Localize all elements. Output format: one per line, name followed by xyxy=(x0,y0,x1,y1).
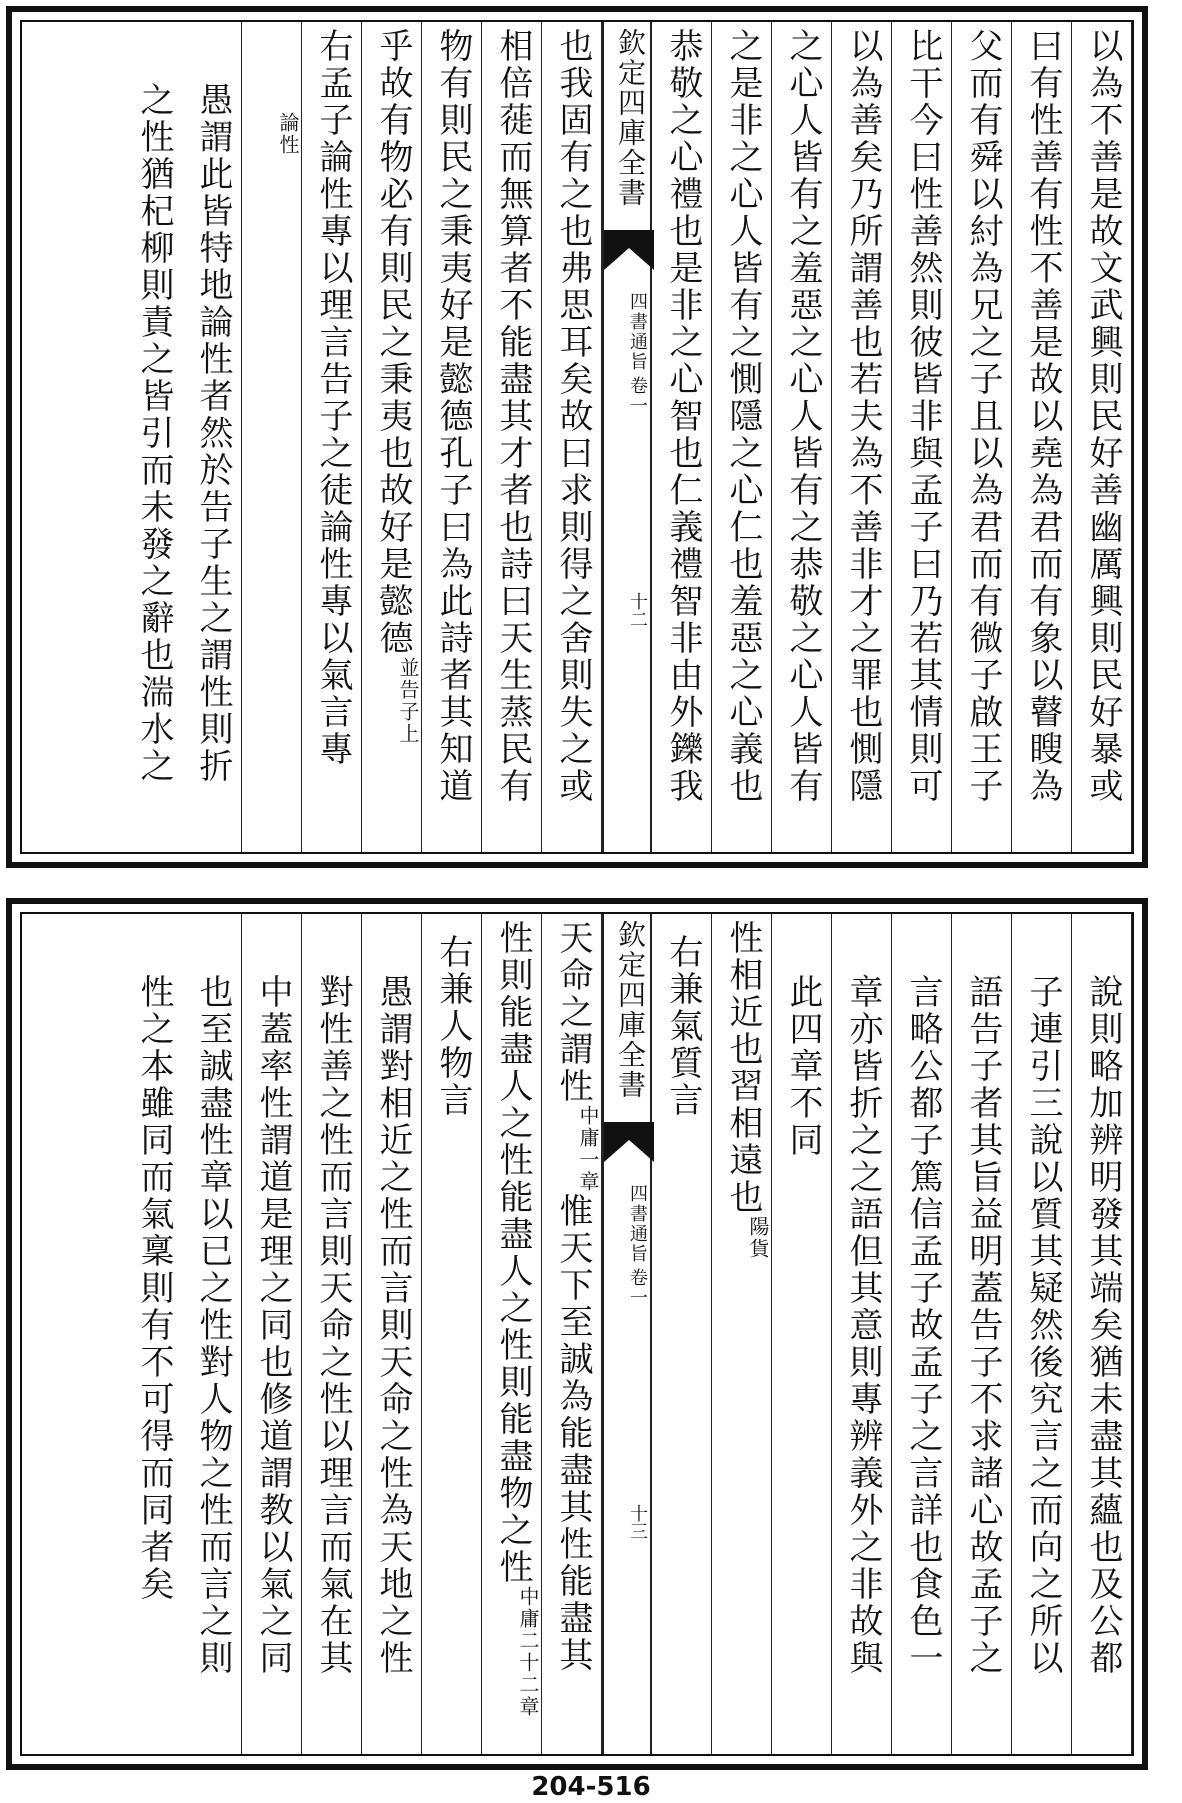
center-band xyxy=(602,22,652,852)
column-text: 子連引三說以質其疑然後究言之而向之所以 xyxy=(1023,974,1063,1677)
text-column xyxy=(362,22,422,852)
column-text: 性之本雖同而氣稟則有不可得而同者矣 xyxy=(134,974,174,1603)
column-text: 愚謂對相近之性而言則天命之性為天地之性 xyxy=(373,974,413,1677)
text-column xyxy=(542,22,602,852)
text-column xyxy=(542,914,602,1754)
text-column xyxy=(1012,914,1072,1754)
column-text xyxy=(362,28,421,745)
text-column xyxy=(1012,22,1072,852)
bottom-page xyxy=(6,898,1148,1770)
center-title: 欽定四庫全書 xyxy=(614,920,647,1100)
center-page-number: 十二 xyxy=(627,592,648,628)
column-text: 相倍蓰而無算者不能盡其才者也詩曰天生蒸民有 xyxy=(493,28,533,805)
text-column xyxy=(652,22,712,852)
column-text: 此四章不同 xyxy=(783,974,823,1159)
center-page-number: 十三 xyxy=(627,1504,648,1540)
fishtail-mark xyxy=(604,1122,654,1162)
column-text xyxy=(542,920,601,1674)
column-main-text: 性則能盡人之性能盡人之性則能盡物之性 xyxy=(493,920,533,1586)
center-book xyxy=(604,292,650,416)
column-text: 之心人皆有之羞惡之心人皆有之恭敬之心人皆有 xyxy=(783,28,823,805)
center-band xyxy=(602,914,652,1754)
column-text: 之是非之心人皆有之惻隱之心仁也羞惡之心義也 xyxy=(723,28,763,805)
text-column xyxy=(242,914,302,1754)
text-column xyxy=(892,914,952,1754)
column-text: 說則略加辨明發其端矣猶未盡其蘊也及公都 xyxy=(1083,974,1123,1677)
text-column xyxy=(422,22,482,852)
text-column xyxy=(482,914,542,1754)
text-column xyxy=(182,22,242,852)
fishtail-mark xyxy=(604,230,654,270)
column-text xyxy=(482,920,541,1718)
text-column xyxy=(362,914,422,1754)
column-text: 以為善矣乃所謂善也若夫為不善非才之罪也惻隱 xyxy=(843,28,883,805)
text-column xyxy=(302,22,362,852)
center-book xyxy=(604,1184,650,1308)
center-volume: 卷一 xyxy=(627,376,648,416)
text-column xyxy=(182,914,242,1754)
column-main-text: 乎故有物必有則民之秉夷也故好是懿德 xyxy=(373,28,413,657)
column-text: 也我固有之也弗思耳矣故曰求則得之舍則失之或 xyxy=(553,28,593,805)
text-column xyxy=(482,22,542,852)
text-column xyxy=(772,914,832,1754)
text-column xyxy=(892,22,952,852)
text-column xyxy=(772,22,832,852)
text-column xyxy=(122,914,182,1754)
column-note: 並告子上 xyxy=(396,657,420,745)
column-text: 以為不善是故文武興則民好善幽厲興則民好暴或 xyxy=(1083,28,1123,805)
column-text: 之性猶杞柳則責之皆引而未發之辭也湍水之 xyxy=(134,82,174,785)
column-text: 曰有性善有性不善是故以堯為君而有象以瞽瞍為 xyxy=(1023,28,1063,805)
column-main-text: 性相近也習相遠也 xyxy=(723,920,763,1216)
heading-column xyxy=(242,22,302,852)
column-text: 言略公都子篤信孟子故孟子之言詳也食色一 xyxy=(903,974,943,1677)
text-column xyxy=(1072,914,1132,1754)
column-text: 右兼人物言 xyxy=(433,934,473,1119)
column-main-text: 天命之謂性 xyxy=(553,920,593,1105)
column-text: 恭敬之心禮也是非之心智也仁義禮智非由外鑠我 xyxy=(663,28,703,805)
column-text: 物有則民之秉夷好是懿德孔子曰為此詩者其知道 xyxy=(433,28,473,805)
text-column xyxy=(652,914,712,1754)
column-note: 中庸一章 xyxy=(576,1105,600,1193)
column-text: 愚謂此皆特地論性者然於告子生之謂性則折 xyxy=(193,82,233,785)
column-text: 對性善之性而言則天命之性以理言而氣在其 xyxy=(313,974,353,1677)
top-page xyxy=(6,6,1148,868)
text-column xyxy=(122,22,182,852)
top-page-frame xyxy=(20,20,1134,854)
text-column xyxy=(302,914,362,1754)
column-continuation-text: 惟天下至誠為能盡其性能盡其 xyxy=(553,1193,593,1674)
column-text: 右孟子論性專以理言告子之徒論性專以氣言專 xyxy=(313,28,353,768)
center-book-title: 四書通旨 xyxy=(627,1184,648,1264)
text-column xyxy=(952,22,1012,852)
column-text: 章亦皆折之之語但其意則專辨義外之非故與 xyxy=(843,974,883,1677)
text-column xyxy=(832,914,892,1754)
column-text: 中蓋率性謂道是理之同也修道謂教以氣之同 xyxy=(253,974,293,1677)
column-text: 語告子者其旨益明蓋告子不求諸心故孟子之 xyxy=(963,974,1003,1677)
text-column xyxy=(712,22,772,852)
text-column xyxy=(422,914,482,1754)
column-text xyxy=(712,920,771,1260)
center-volume: 卷一 xyxy=(627,1268,648,1308)
center-book-title: 四書通旨 xyxy=(627,292,648,372)
center-title: 欽定四庫全書 xyxy=(614,28,647,208)
column-text: 也至誠盡性章以已之性對人物之性而言之則 xyxy=(193,974,233,1677)
text-column xyxy=(832,22,892,852)
text-column xyxy=(712,914,772,1754)
column-note: 陽貨 xyxy=(746,1216,770,1260)
column-note: 中庸二十二章 xyxy=(516,1586,540,1718)
footer-page-number: 204-516 xyxy=(531,1772,651,1802)
column-text: 右兼氣質言 xyxy=(663,934,703,1119)
column-text: 比干今曰性善然則彼皆非與孟子曰乃若其情則可 xyxy=(903,28,943,805)
section-heading: 論性 xyxy=(276,112,300,156)
text-column xyxy=(952,914,1012,1754)
text-column xyxy=(1072,22,1132,852)
column-text: 父而有舜以紂為兄之子且以為君而有微子啟王子 xyxy=(963,28,1003,805)
bottom-page-frame xyxy=(20,912,1134,1756)
